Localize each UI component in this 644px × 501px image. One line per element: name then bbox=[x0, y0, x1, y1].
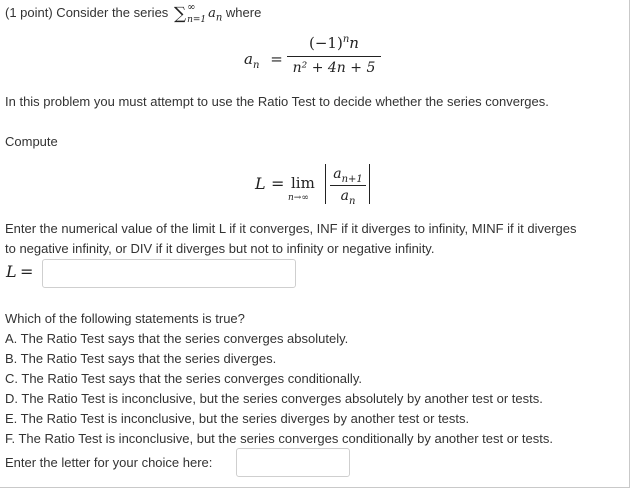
enter-text-line1: Enter the numerical value of the limit L if it converges, INF if it diverges to infinity, MINF if it diverges bbox=[5, 221, 577, 236]
an-symbol: a bbox=[244, 50, 253, 68]
an-fraction-bar bbox=[287, 56, 381, 57]
ratio-denominator-sub: n bbox=[348, 195, 356, 207]
ratio-numerator-sub: n+1 bbox=[341, 173, 363, 185]
series-term: a bbox=[208, 6, 216, 21]
problem-header bbox=[5, 4, 261, 27]
question-text: Which of the following statements is true? bbox=[5, 311, 245, 326]
limit-equals: = bbox=[271, 174, 285, 193]
option-d: D. The Ratio Test is inconclusive, but the series converges absolutely by another test or tests. bbox=[5, 391, 543, 406]
an-numerator bbox=[285, 34, 383, 52]
sigma-upper: ∞ bbox=[187, 2, 196, 13]
an-numerator-exp: n bbox=[342, 34, 350, 45]
an-numerator-tail: n bbox=[349, 34, 359, 52]
L-answer-input[interactable] bbox=[42, 259, 296, 288]
series-term-sub: n bbox=[215, 12, 223, 24]
limit-lim: lim bbox=[291, 174, 315, 192]
ratio-fraction-bar bbox=[330, 185, 366, 186]
ratio-denominator-base: a bbox=[340, 188, 349, 204]
ratio-denominator bbox=[328, 188, 368, 207]
option-e: E. The Ratio Test is inconclusive, but the series diverges by another test or tests. bbox=[5, 411, 470, 426]
an-lhs bbox=[244, 50, 283, 71]
L-field-label: L bbox=[6, 262, 17, 281]
compute-label: Compute bbox=[5, 134, 58, 149]
an-equals: = bbox=[270, 50, 283, 68]
sigma-lower: n=1 bbox=[187, 15, 207, 25]
enter-text-line2: to negative infinity, or DIV if it diverges but not to infinity or negative infinity. bbox=[5, 241, 435, 256]
choice-answer-input[interactable] bbox=[236, 448, 350, 477]
limit-subscript: n→∞ bbox=[288, 193, 309, 203]
an-numerator-base: (−1) bbox=[309, 34, 343, 52]
ratio-numerator bbox=[328, 166, 368, 185]
header-prefix: (1 point) Consider the series bbox=[5, 5, 169, 20]
ratio-numerator-base: a bbox=[333, 166, 342, 182]
header-suffix: where bbox=[225, 5, 262, 20]
instruction-text: In this problem you must attempt to use the Ratio Test to decide whether the series converges. bbox=[5, 94, 549, 109]
abs-bar-left bbox=[325, 164, 326, 204]
limit-L: L bbox=[255, 174, 266, 193]
choice-label: Enter the letter for your choice here: bbox=[5, 455, 213, 470]
L-field-equals: = bbox=[20, 262, 34, 281]
option-a: A. The Ratio Test says that the series converges absolutely. bbox=[5, 331, 349, 346]
sigma-symbol: ∑ bbox=[173, 4, 187, 24]
abs-bar-right bbox=[369, 164, 370, 204]
option-b: B. The Ratio Test says that the series diverges. bbox=[5, 351, 277, 366]
an-denominator: n² + 4n + 5 bbox=[292, 60, 376, 76]
an-sub: n bbox=[252, 60, 260, 71]
option-f: F. The Ratio Test is inconclusive, but the series converges conditionally by another test or tests. bbox=[5, 431, 553, 446]
option-c: C. The Ratio Test says that the series converges conditionally. bbox=[5, 371, 362, 386]
